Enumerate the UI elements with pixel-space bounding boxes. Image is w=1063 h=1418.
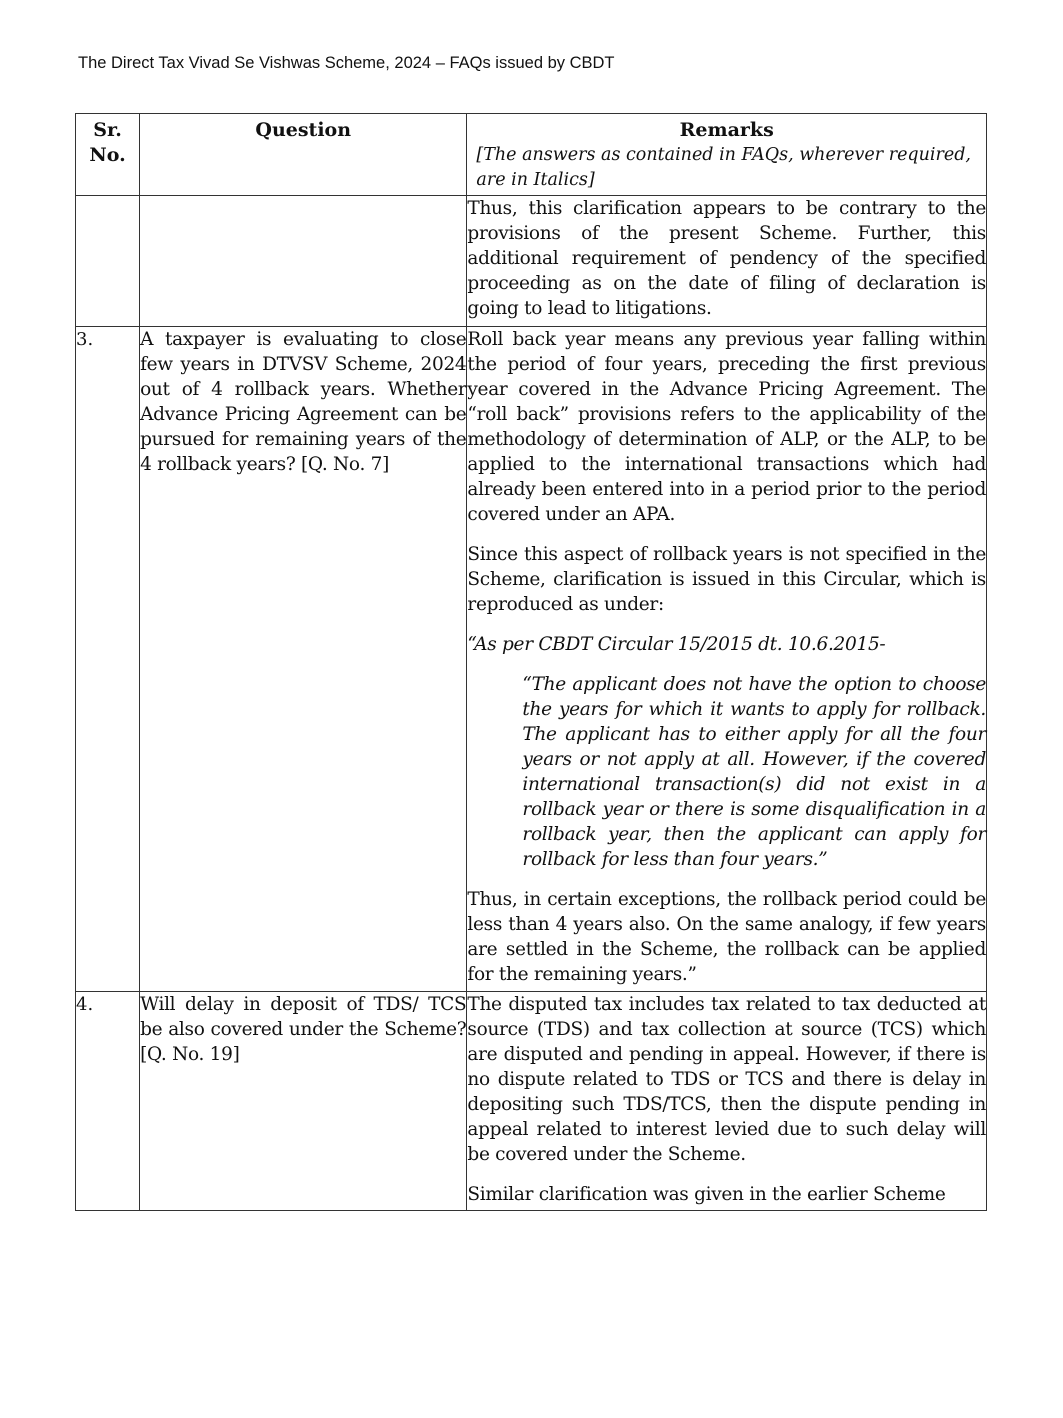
running-header: The Direct Tax Vivad Se Vishwas Scheme, 2024 – FAQs issued by CBDT — [78, 54, 615, 72]
header-remarks-label: Remarks — [679, 119, 774, 141]
table-row — [76, 992, 987, 1211]
header-question-label: Question — [255, 119, 352, 141]
table-row — [76, 196, 987, 327]
remarks-paragraph: Thus, this clarification appears to be contrary to the provisions of the present Scheme. Further, this additional requirement of pendency of the specified proceeding as on the date of filing of declaration is going to lead to litigations. — [467, 198, 986, 319]
header-remarks-note: [The answers as contained in FAQs, wherever required, are in Italics] — [476, 145, 971, 190]
remarks-paragraph: Similar clarification was given in the earlier Scheme — [467, 1184, 946, 1205]
remarks-cell — [467, 327, 987, 992]
header-sr-no-line1: Sr. — [93, 119, 122, 141]
remarks-paragraph: Roll back year means any previous year falling within the period of four years, preceding the first previous year covered in the Advance Pricing Agreement. The “roll back” provisions refers to the applicability of the methodology of determination of ALP, or the ALP, to be applied to the international transactions which had already been entered into in a period prior to the period covered under an APA. — [467, 329, 986, 525]
sr-no-cell — [76, 196, 140, 327]
header-remarks — [467, 114, 987, 196]
sr-no-cell: 3. — [76, 327, 140, 992]
faq-table — [75, 113, 987, 1211]
remarks-cell — [467, 196, 987, 327]
question-cell — [140, 196, 467, 327]
remarks-paragraph: Since this aspect of rollback years is not specified in the Scheme, clarification is issued in this Circular, which is reproduced as under: — [467, 544, 986, 615]
table-row — [76, 327, 987, 992]
question-cell: Will delay in deposit of TDS/ TCS be also covered under the Scheme? [Q. No. 19] — [140, 992, 467, 1211]
question-cell: A taxpayer is evaluating to close few years in DTVSV Scheme, 2024 out of 4 rollback years. Whether Advance Pricing Agreement can be pursued for remaining years of the 4 rollback years? [Q. No. 7] — [140, 327, 467, 992]
table-header-row — [76, 114, 987, 196]
circular-reference: “As per CBDT Circular 15/2015 dt. 10.6.2015- — [467, 634, 886, 655]
header-sr-no — [76, 114, 140, 196]
circular-quote: “The applicant does not have the option to choose the years for which it wants to apply for rollback. The applicant has to either apply for all the four years or not apply at all. However, if the covered international transaction(s) did not exist in a rollback year or there is some disqualification in a rollback year, then the applicant can apply for rollback for less than four years.” — [522, 674, 986, 870]
header-question — [140, 114, 467, 196]
remarks-cell — [467, 992, 987, 1211]
remarks-paragraph: The disputed tax includes tax related to tax deducted at source (TDS) and tax collection at source (TCS) which are disputed and pending in appeal. However, if there is no dispute related to TDS or TCS and there is delay in depositing such TDS/TCS, then the dispute pending in appeal related to interest levied due to such delay will be covered under the Scheme. — [467, 994, 986, 1165]
sr-no-cell: 4. — [76, 992, 140, 1211]
header-sr-no-line2: No. — [89, 144, 126, 166]
remarks-paragraph: Thus, in certain exceptions, the rollback period could be less than 4 years also. On the same analogy, if few years are settled in the Scheme, the rollback can be applied for the remaining years.” — [467, 889, 986, 985]
